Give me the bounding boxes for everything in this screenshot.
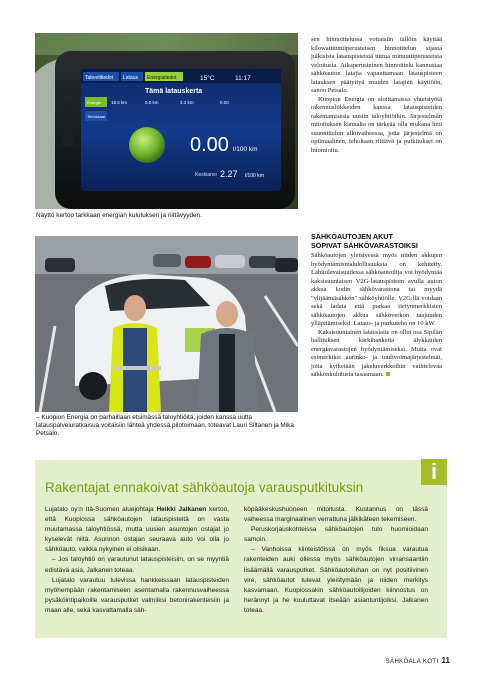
- display-average-label: Keskiarvo: [195, 172, 217, 178]
- section-heading-line-2: SOPIVAT SÄHKÖVARASTOIKSI: [311, 241, 418, 250]
- paragraph-text: Lujatalo oy:n Itä-Suomen aluejohtaja: [45, 506, 157, 513]
- info-icon: i: [421, 459, 447, 485]
- energy-ball-icon: [129, 127, 165, 163]
- paragraph: [45, 505, 229, 555]
- display-clock: 11:17: [235, 75, 251, 82]
- section-heading: [311, 232, 451, 250]
- parking-lot-illustration: [35, 236, 298, 412]
- paragraph: Lujatalo varautuu tulevissa hankkeissaan latauspisteiden myöhempään rakentamiseen asentamalla rakennusvaiheessa pysäköintipaikoille varausputket valmiiksi betonirakenteisiin ja maan alle, sekä kasvattamalla säh-: [45, 576, 229, 614]
- end-mark-icon: [386, 372, 390, 376]
- photo-two-men: [35, 236, 298, 412]
- display-consumption-unit: l/100 km: [233, 146, 258, 153]
- display-subtitle: Tämä latauskerta: [145, 88, 203, 95]
- info-box-right-column: [244, 505, 428, 616]
- right-column-top: [311, 36, 442, 155]
- display-row-value-4: 0.00: [220, 100, 229, 105]
- paragraph: [311, 329, 442, 380]
- right-column-bottom: [311, 252, 442, 380]
- display-row-value-2: 0.0 km: [145, 100, 159, 105]
- photo-car-display: [35, 33, 298, 209]
- paragraph: Peruskorjauskohteissa sähköautojen tulo huomioidaan samoin.: [244, 526, 428, 544]
- page-footer: [380, 656, 450, 667]
- info-box-title: Rakentajat ennakoivat sähköautoja varausputkituksin: [45, 480, 364, 495]
- paragraph: Kuopion Energia on aloittamassa yhteistyötä rakennusliikkeiden kanssa latauspisteiden rakentamisesta uusiin taloyhtiöihin. Järjestelmän mitoituksen kannalta on tärkeää olla mukana heti suunnittelun alkuvaiheessa, jotta järjestelmä on optimaalinen, teholtaan riittävä ja putkitukset on huomioitu.: [311, 95, 442, 154]
- display-tab-label-3: Energiatiedot: [147, 75, 177, 81]
- paragraph-text: Kaksisuuntainen latauslaite on ollut osa Sipilän hallituksen kärkihanketta älykkäiden energiavarastojen hyödyntämiseksi. Muita ovat esimerkiksi aurinko- ja tuulivoimajärjestelmät, joita kytketään jakeluverkkoihin vaihtelevaa sähkönkulutusta tasaamaan.: [311, 328, 442, 378]
- paragraph: – Jos taloyhtiö on varautunut latauspisteisiin, on se myyntiä edistävä asia, Jalkanen toteaa.: [45, 556, 229, 574]
- magazine-name: SÄHKÖALA KOTI: [385, 659, 439, 665]
- display-row-value-1: 18.5 km: [111, 100, 128, 105]
- paragraph: – Vanhoissa kiinteistöissä on myös fiksua varautua rakenteiden auki ollessa myös sähköautojen virransaantiin lisäämällä varausputket. Sähköautoiluhan on nyt positiivinen vire, sähköautot tulevat yleistymään ja niiden merkitys kasvamaan. Kuopiossakin sähköautoilijoiden kiinnostus on herännyt ja he kouluttavat itseään asiantuntijoiksi, Jalkanen toteaa.: [244, 546, 428, 614]
- display-tab-label-2: Lataus: [123, 75, 139, 81]
- info-box-left-column: [45, 505, 229, 616]
- car-display-illustration: [35, 33, 298, 209]
- display-average-unit: l/100 km: [245, 173, 264, 179]
- display-total-label: Tehokkaat: [87, 114, 106, 119]
- paragraph: köpääkeskushuoneen mitoitusta. Kustannus on tässä vaiheessa marginaalinen verrattuna jälkikäteen tekemiseen.: [244, 506, 428, 524]
- paragraph: sen hinnoittelussa voitaisiin tällöin käyttää kilowattituntiperusteisen hinnoittelun sijasta julkisista latauspisteistä tuttua minuuttiperusteista veloitusta. Aikaperusteinen hinnoittelu kannustaa sähköauton latajia vapauttamaan latauspisteen latauksen päätyttyä muiden latajien käyttöön, sanoo Petsalo.: [311, 36, 442, 94]
- display-consumption-value: 0.00: [190, 134, 229, 156]
- display-average-value: 2.27: [220, 169, 238, 179]
- display-temperature: 15°C: [200, 75, 215, 82]
- person-name: Heikki Jalkanen: [156, 506, 207, 513]
- section-heading-line-1: SÄHKÖAUTOJEN AKUT: [311, 232, 393, 241]
- paragraph-text: kertoo, että Kuopiossa sähköautojen latauspisteitä on vasta muutamassa taloyhtiössä, mutta uusien asuntojen ostajat jo kyselevät niitä. Asunnon ostajan seuraava auto voi olla jo sähköauto, vaikka nykyinen ei olisikaan.: [45, 506, 229, 554]
- caption-display: Näyttö kertoo tarkkaan energian kulutuksen ja riittävyyden.: [36, 212, 202, 219]
- page-number: 11: [441, 656, 450, 665]
- caption-men: – Kuopion Energia on parhaillaan etsimässä taloyhtiöitä, joiden kanssa uutta latauspalveluratkaisua voitaisiin lähteä yhdessä pilotoimaan, toteavat Lauri Siltanen ja Mika Petsalo.: [36, 414, 294, 438]
- display-row-value-3: 3.3 km: [180, 100, 194, 105]
- paragraph: Sähköautojen yleistyessä myös niiden akkujen hyödyntämismahdollisuuksia on kehitetty. Lähitulevaisuudessa sähköautoilija voi hyödyntää kaksisuuntaisen V2G-latauspisteen avulla auton akkua kodin sähkövarastona tai myydä "ylijäämäsähkön" sähköyhtiölle. V2G:llä voidaan sekä ladata että purkaa tietynmerkkisten sähköautojen akkua sähköverkon taajuuden ylläpitämiseksi. Lataus- ja purkuteho on 10 kW.: [311, 252, 442, 327]
- display-energy-label: Energia: [87, 100, 101, 105]
- display-tab-label-1: Tabvetitiedot: [85, 75, 114, 81]
